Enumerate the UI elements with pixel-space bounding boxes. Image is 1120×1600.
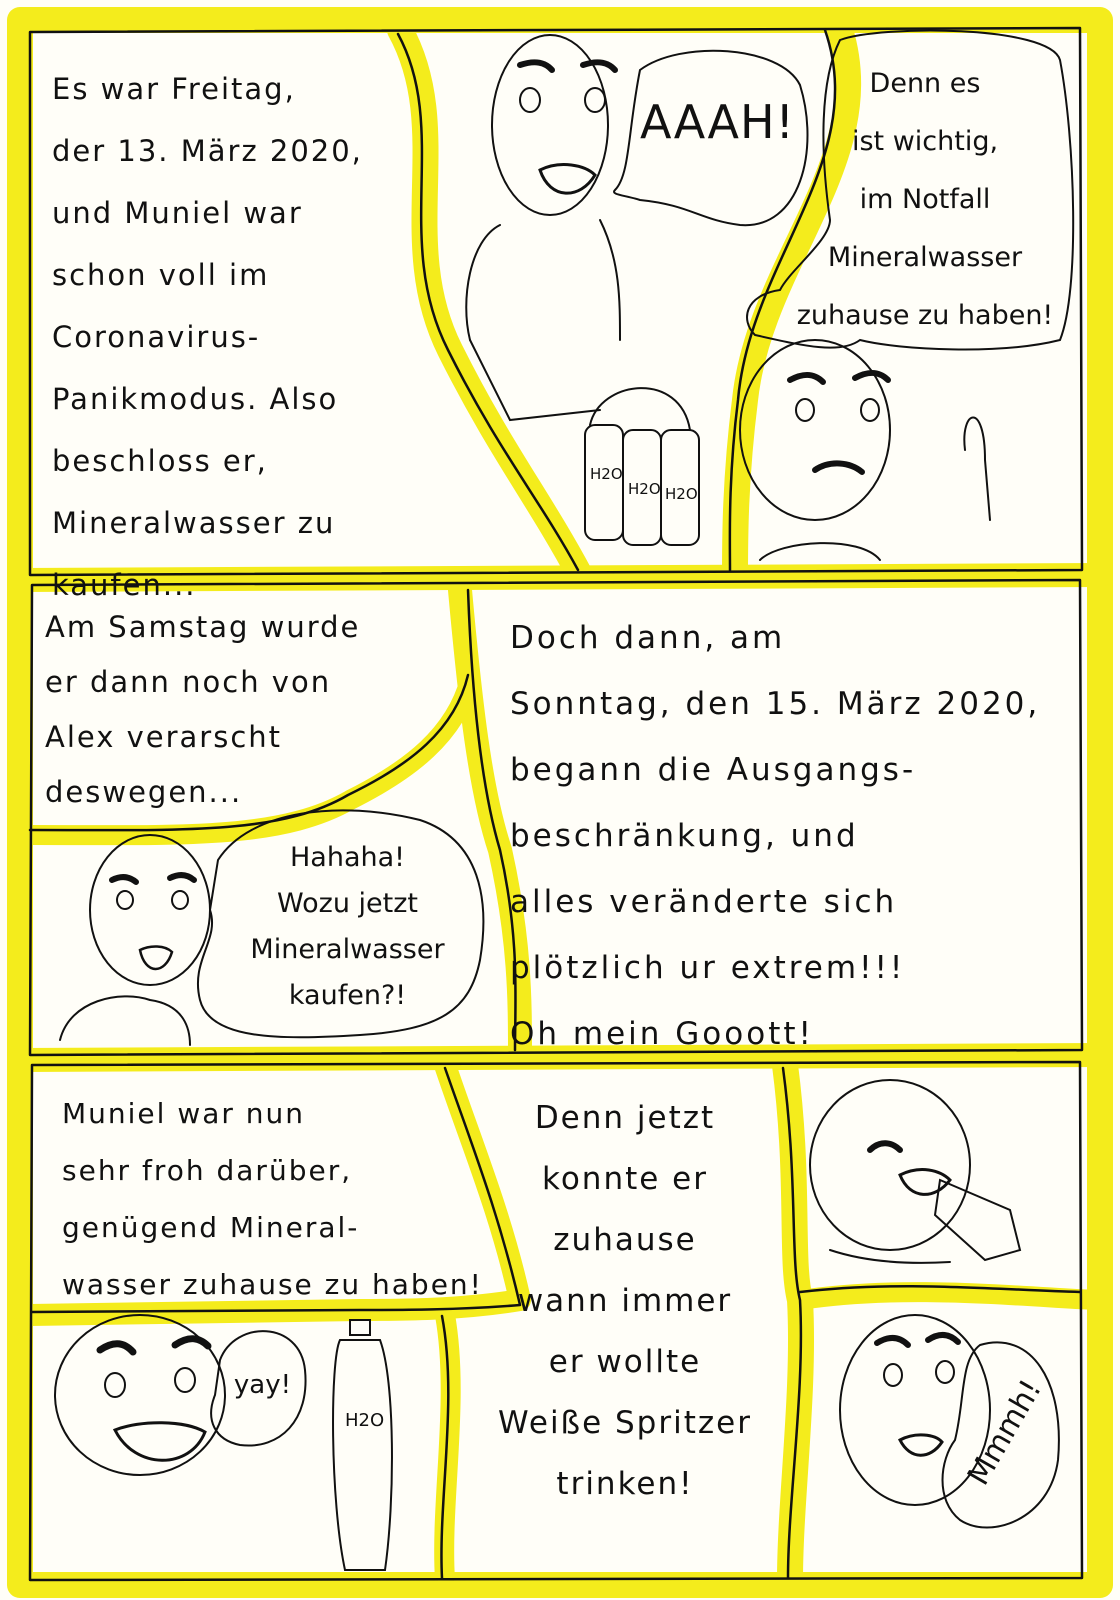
caption-panel-1: Es war Freitag, der 13. März 2020, und Muniel war schon voll im Coronavirus- Panikmodus. Also beschloss er, Mineralwasser zu kaufen...	[52, 72, 363, 602]
speech-yay: yay!	[233, 1370, 292, 1400]
speech-hahaha: Hahaha! Wozu jetzt Mineralwasser kaufen?!	[250, 842, 445, 1011]
bottle-label-h2o: H2O	[590, 465, 623, 483]
speech-wichtig: Denn es ist wichtig, im Notfall Mineralwasser zuhause zu haben!	[796, 68, 1054, 331]
speech-mmmh: Mmmh!	[961, 1373, 1049, 1492]
caption-panel-4: Am Samstag wurde er dann noch von Alex verarscht deswegen...	[45, 610, 361, 809]
caption-panel-6: Muniel war nun sehr froh darüber, genügend Mineral- wasser zuhause zu haben!	[62, 1097, 483, 1301]
bottle-label-h2o: H2O	[345, 1410, 385, 1431]
caption-panel-7: Denn jetzt konnte er zuhause wann immer er wollte Weiße Spritzer trinken!	[498, 1100, 752, 1502]
bottle-label-h2o: H2O	[628, 480, 661, 498]
bottle-label-h2o: H2O	[665, 485, 698, 503]
speech-aaah: AAAH!	[640, 95, 795, 149]
caption-panel-5: Doch dann, am Sonntag, den 15. März 2020, begann die Ausgangs- beschränkung, und alles veränderte sich plötzlich ur extrem!!! Oh mein Gooott!	[510, 620, 1041, 1052]
